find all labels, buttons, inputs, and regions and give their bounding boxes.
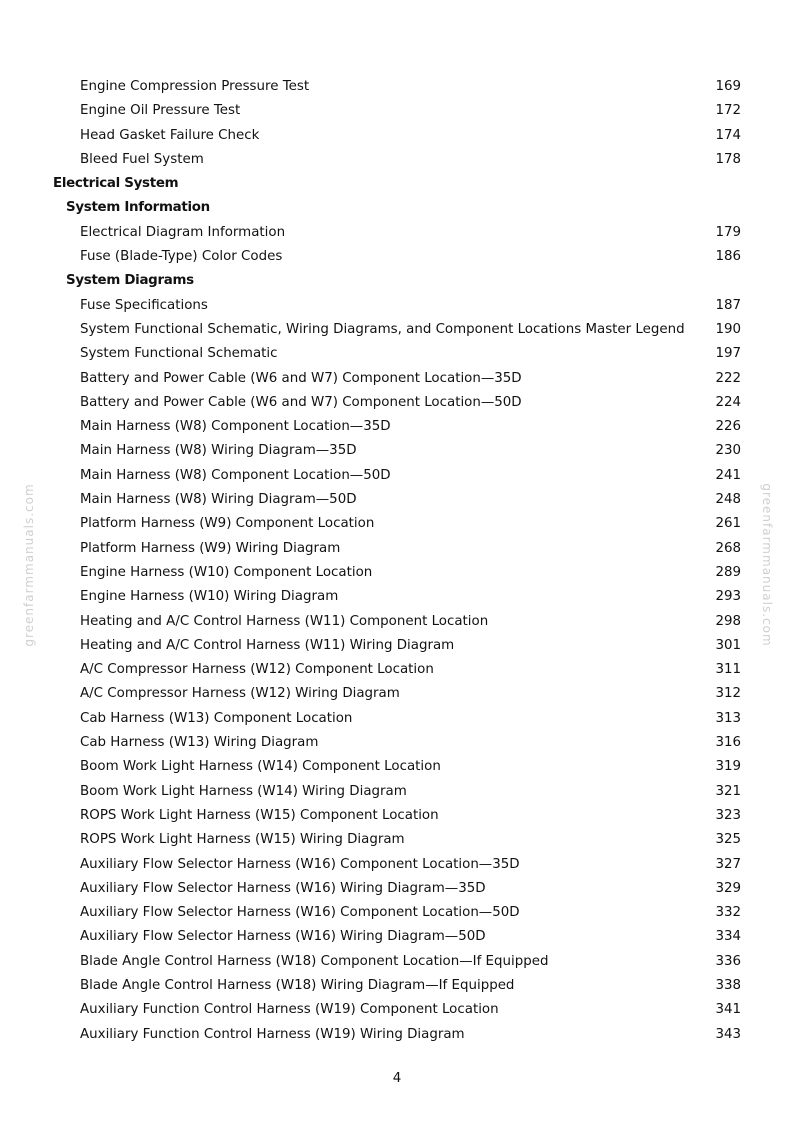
toc-entry[interactable] (0, 974, 794, 998)
toc-entry-page: 268 (715, 540, 741, 556)
toc-entry[interactable] (0, 828, 794, 852)
toc-entry-page: 172 (715, 103, 741, 119)
toc-entry-title: Blade Angle Control Harness (W18) Component Location—If Equipped (80, 953, 549, 969)
toc-entry[interactable] (0, 998, 794, 1022)
watermark-right: greenfarmmanuals.com (760, 483, 774, 647)
toc-entry-title: Auxiliary Function Control Harness (W19) Wiring Diagram (80, 1026, 465, 1042)
toc-entry-page: 334 (715, 929, 741, 945)
toc-entry-title: Engine Oil Pressure Test (80, 103, 241, 119)
toc-entry[interactable] (0, 294, 794, 318)
toc-entry-page: 336 (715, 953, 741, 969)
toc-entry-title: Auxiliary Flow Selector Harness (W16) Wiring Diagram—35D (80, 880, 486, 896)
toc-entry-page: 190 (715, 321, 741, 337)
toc-entry-title: Head Gasket Failure Check (80, 127, 260, 143)
toc-entry-page: 312 (715, 686, 741, 702)
toc-section-heading (0, 269, 794, 293)
toc-entry-page: 179 (715, 224, 741, 240)
toc-entry-title: Main Harness (W8) Wiring Diagram—50D (80, 492, 357, 508)
toc-entry-page: 197 (715, 346, 741, 362)
toc-entry[interactable] (0, 537, 794, 561)
toc-entry-page: 241 (715, 467, 741, 483)
toc-entry-title: ROPS Work Light Harness (W15) Component Location (80, 807, 439, 823)
toc-entry[interactable] (0, 318, 794, 342)
toc-entry-page: 323 (715, 807, 741, 823)
toc-entry-title: Cab Harness (W13) Component Location (80, 710, 353, 726)
toc-entry-page: 169 (715, 79, 741, 94)
toc-entry-title: System Functional Schematic (80, 346, 278, 362)
toc-entry-page: 325 (715, 832, 741, 848)
toc-entry-title: Blade Angle Control Harness (W18) Wiring Diagram—If Equipped (80, 977, 515, 993)
toc-entry-title: Main Harness (W8) Component Location—35D (80, 419, 391, 435)
toc-entry-page: 289 (715, 564, 741, 580)
toc-entry-title: Heating and A/C Control Harness (W11) Wiring Diagram (80, 637, 455, 653)
toc-entry[interactable] (0, 561, 794, 585)
toc-entry[interactable] (0, 391, 794, 415)
toc-entry-title: Engine Compression Pressure Test (80, 79, 310, 94)
toc-entry-title: A/C Compressor Harness (W12) Wiring Diagram (80, 686, 400, 702)
toc-entry-page: 329 (715, 880, 741, 896)
toc-entry[interactable] (0, 221, 794, 245)
toc-entry-page: 174 (715, 127, 741, 143)
toc-entry-title: Auxiliary Function Control Harness (W19) Component Location (80, 1002, 499, 1018)
toc-entry-title: A/C Compressor Harness (W12) Component Location (80, 662, 434, 678)
toc-entry[interactable] (0, 512, 794, 536)
toc-entry-title: Heating and A/C Control Harness (W11) Component Location (80, 613, 489, 629)
toc-entry-title: Battery and Power Cable (W6 and W7) Component Location—50D (80, 394, 522, 410)
toc-entry-page: 343 (715, 1026, 741, 1042)
toc-entry-title: Boom Work Light Harness (W14) Wiring Diagram (80, 783, 407, 799)
toc-entry-page: 186 (715, 249, 741, 265)
toc-entry-title: Boom Work Light Harness (W14) Component Location (80, 759, 441, 775)
toc-entry[interactable] (0, 877, 794, 901)
toc-entry-title: Main Harness (W8) Wiring Diagram—35D (80, 443, 357, 459)
toc-entry-title: Main Harness (W8) Component Location—50D (80, 467, 391, 483)
toc-entry[interactable] (0, 585, 794, 609)
toc-entry[interactable] (0, 610, 794, 634)
toc-entry-page: 224 (715, 394, 741, 410)
toc-entry-title: ROPS Work Light Harness (W15) Wiring Diagram (80, 832, 405, 848)
toc-entry-page: 222 (715, 370, 741, 386)
toc-entry-title: System Diagrams (66, 273, 194, 289)
toc-entry-title: Engine Harness (W10) Wiring Diagram (80, 589, 339, 605)
page-number: 4 (392, 1071, 402, 1086)
toc-entry-title: Auxiliary Flow Selector Harness (W16) Wiring Diagram—50D (80, 929, 486, 945)
toc-entry[interactable] (0, 148, 794, 172)
table-of-contents (0, 75, 794, 1047)
toc-entry[interactable] (0, 124, 794, 148)
toc-entry-title: Battery and Power Cable (W6 and W7) Component Location—35D (80, 370, 522, 386)
toc-entry-page: 298 (715, 613, 741, 629)
watermark-left: greenfarmmanuals.com (22, 483, 36, 647)
toc-entry[interactable] (0, 925, 794, 949)
toc-entry[interactable] (0, 707, 794, 731)
toc-entry-page: 178 (715, 151, 741, 167)
toc-entry-page: 301 (715, 637, 741, 653)
toc-entry[interactable] (0, 1023, 794, 1047)
toc-entry[interactable] (0, 682, 794, 706)
toc-entry[interactable] (0, 342, 794, 366)
toc-entry-page: 187 (715, 297, 741, 313)
toc-entry-page: 293 (715, 589, 741, 605)
toc-entry-page: 316 (715, 735, 741, 751)
toc-entry[interactable] (0, 804, 794, 828)
toc-entry-title: Platform Harness (W9) Component Location (80, 516, 375, 532)
toc-entry-page: 230 (715, 443, 741, 459)
toc-entry-title: System Functional Schematic, Wiring Diagrams, and Component Locations Master Legend (80, 321, 685, 337)
toc-entry-title: Electrical Diagram Information (80, 224, 286, 240)
toc-entry-page: 226 (715, 419, 741, 435)
toc-entry-page: 261 (715, 516, 741, 532)
toc-entry-title: Auxiliary Flow Selector Harness (W16) Component Location—50D (80, 905, 520, 921)
toc-entry[interactable] (0, 755, 794, 779)
toc-entry-page: 332 (715, 905, 741, 921)
toc-entry[interactable] (0, 658, 794, 682)
toc-entry[interactable] (0, 901, 794, 925)
toc-entry[interactable] (0, 75, 794, 99)
toc-entry-title: Fuse Specifications (80, 297, 208, 313)
toc-entry[interactable] (0, 780, 794, 804)
toc-entry[interactable] (0, 731, 794, 755)
toc-entry-title: Engine Harness (W10) Component Location (80, 564, 373, 580)
toc-entry[interactable] (0, 99, 794, 123)
toc-entry-page: 248 (715, 492, 741, 508)
toc-entry-title: Platform Harness (W9) Wiring Diagram (80, 540, 341, 556)
toc-entry[interactable] (0, 245, 794, 269)
toc-entry-page: 338 (715, 977, 741, 993)
toc-entry[interactable] (0, 464, 794, 488)
toc-entry-page: 327 (715, 856, 741, 872)
toc-entry[interactable] (0, 415, 794, 439)
toc-entry-page: 311 (715, 662, 741, 678)
toc-section-heading (0, 172, 794, 196)
toc-entry[interactable] (0, 950, 794, 974)
toc-entry-title: Electrical System (53, 176, 179, 192)
toc-entry[interactable] (0, 634, 794, 658)
toc-entry-page: 341 (715, 1002, 741, 1018)
toc-entry[interactable] (0, 853, 794, 877)
toc-entry-page: 319 (715, 759, 741, 775)
toc-entry-title: Bleed Fuel System (80, 151, 204, 167)
toc-entry-page: 321 (715, 783, 741, 799)
toc-entry[interactable] (0, 367, 794, 391)
toc-entry-title: Fuse (Blade-Type) Color Codes (80, 249, 283, 265)
toc-entry-title: Cab Harness (W13) Wiring Diagram (80, 735, 319, 751)
toc-entry-page: 313 (715, 710, 741, 726)
toc-section-heading (0, 196, 794, 220)
toc-entry-title: Auxiliary Flow Selector Harness (W16) Component Location—35D (80, 856, 520, 872)
toc-entry-title: System Information (66, 200, 210, 216)
toc-entry[interactable] (0, 488, 794, 512)
toc-entry[interactable] (0, 439, 794, 463)
